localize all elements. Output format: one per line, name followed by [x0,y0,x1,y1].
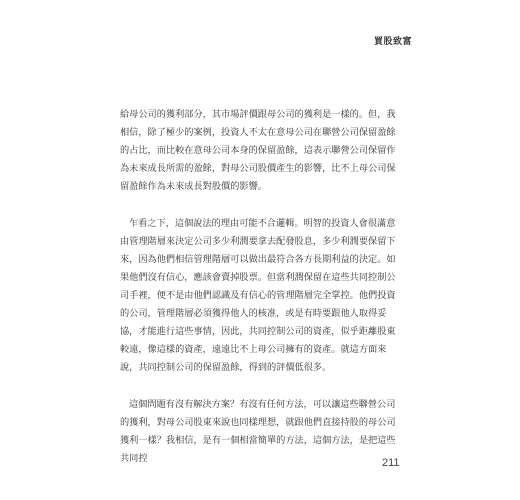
page-number: 211 [382,457,400,469]
body-text [120,106,403,486]
paragraph: 這個問題有沒有解決方案？有沒有任何方法，可以讓這些聯營公司的獲利，對母公司股東來說也同樣理想，就跟他們直接持股的母公司獲利一樣？我相信，是有一個相當簡單的方法，這個方法，是把這些共同控 [120,398,396,464]
paragraph: 給母公司的獲利部分，其市場評價跟母公司的獲利是一樣的。但，我相信，除了極少的案例，投資人不太在意母公司在聯營公司保留盈餘的占比，而比較在意母公司本身的保留盈餘，這表示聯營公司保留作為未來成長所需的盈餘，對母公司股價產生的影響，比不上母公司保留盈餘作為未來成長對股價的影響。 [120,109,396,193]
paragraph: 乍看之下，這個說法的理由可能不合邏輯。明智的投資人會很滿意由管理階層來決定公司多少利潤要拿去配發股息，多少利潤要保留下來，因為他們相信管理階層可以做出最符合各方長期利益的決定。如果他們沒有信心，應該會賣掉股票。但當利潤保留在這些共同控制公司手裡，便不是由他們認識及有信心的管理階層完全掌控。他們投資的公司，管理階層必須獲得他人的核准，或是有時要跟他人取得妥協，才能進行這些事情，因此，共同控制公司的資產，似乎距離股東較遠，像這樣的資產，遠遠比不上母公司擁有的資產。就這方面來說，共同控制公司的保留盈餘，得到的評價低很多。 [120,217,396,374]
running-head-title: 買股致富 [373,37,412,47]
